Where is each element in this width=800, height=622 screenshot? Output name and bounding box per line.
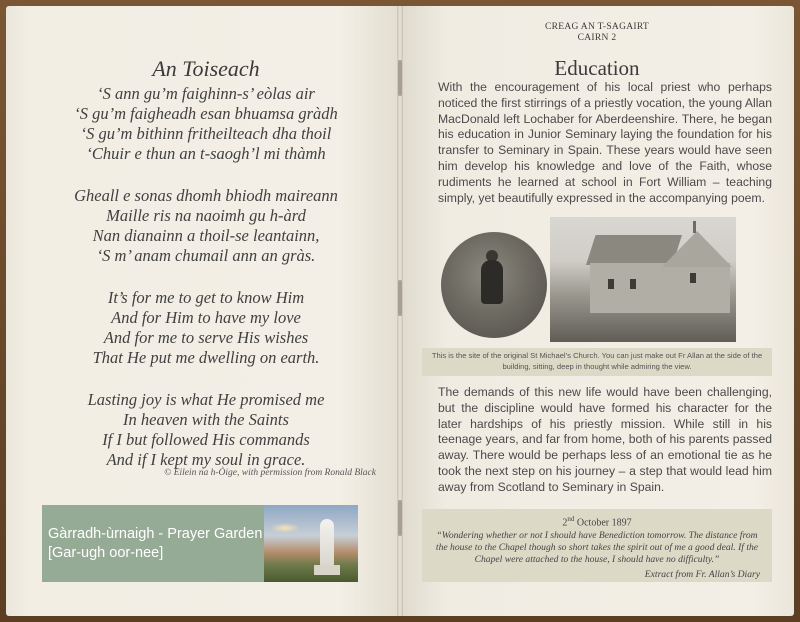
diary-date: [430, 513, 764, 529]
section-title: Education: [554, 56, 640, 80]
stanza: [26, 84, 386, 164]
location-header: [440, 22, 754, 44]
poem-line: If I but followed His commands: [102, 430, 310, 449]
binding-stitch: [398, 60, 402, 96]
date-day: 2: [562, 517, 568, 529]
binding-stitch: [398, 280, 402, 316]
poem-line: Gheall e sonas dhomh bhiodh maireann: [74, 186, 338, 205]
cairn-number: CAIRN 2: [577, 33, 617, 43]
garden-name: Gàrradh-ùrnaigh - Prayer Garden: [48, 526, 263, 542]
poem-credit: © Eilein na h-Òige, with permission from Ronald Black: [164, 468, 376, 478]
church-window: [630, 279, 636, 289]
poem-line: Maille ris na naoimh gu h-àrd: [106, 206, 306, 225]
stanza: [26, 186, 386, 266]
diary-source: Extract from Fr. Allan’s Diary: [644, 569, 760, 581]
diary-extract: [422, 509, 772, 582]
photo-caption: This is the site of the original St Michael’s Church. You can just make out Fr Allan at the side of the building, sitting, deep in thought while admiring the view.: [422, 348, 772, 376]
fr-allan-closeup-photo: [441, 232, 547, 338]
sunset-glow: [270, 523, 300, 533]
date-month-year: October 1897: [574, 517, 632, 529]
poem-line: It’s for me to get to know Him: [107, 288, 305, 307]
church-photo: [550, 217, 736, 342]
cross-icon: [693, 221, 696, 233]
poem-line: Nan dianainn a thoil-se leantainn,: [92, 226, 320, 245]
date-suffix: nd: [567, 515, 575, 523]
poem-line: ‘S ann gu’m faighinn-s’ eòlas air: [97, 84, 315, 103]
church-window: [608, 279, 614, 289]
poem-line: ‘S m’ anam chumail ann an gràs.: [96, 246, 316, 265]
poem-line: ‘S gu’m faigheadh esan bhuamsa gràdh: [74, 104, 338, 123]
education-paragraph-1: With the encouragement of his local priest who perhaps noticed the first stirrings of a priestly vocation, the young Allan MacDonald left Lochaber for Aberdeenshire. There, he began his education in Junior Seminary laying the foundation for his transfer to Seminary in Spain. These years would have seen him develop his knowledge and love of the Faith, whose rudiments he learned at school in Fort William – teaching simply, yet beautifully expressed in the accompanying poem.: [438, 80, 772, 205]
stanza: [26, 390, 386, 470]
church-roof: [586, 235, 682, 265]
prayer-garden-photo: [264, 505, 358, 582]
location-name: CREAG AN T-SAGAIRT: [544, 22, 650, 32]
statue-base: [314, 565, 340, 575]
poem-line: That He put me dwelling on earth.: [92, 348, 320, 367]
poem-body: [26, 84, 386, 492]
poem-line: ‘Chuir e thun an t-saogh’l mi thàmh: [86, 144, 326, 163]
prayer-garden-label: [42, 505, 264, 582]
church-window: [690, 273, 696, 283]
binding-stitch: [398, 500, 402, 536]
poem-line: ‘S gu’m bithinn fritheilteach dha thoil: [80, 124, 332, 143]
seated-figure: [481, 260, 503, 304]
poem-line: Lasting joy is what He promised me: [87, 390, 325, 409]
poem-line: And if I kept my soul in grace.: [106, 450, 306, 469]
right-page: [400, 6, 794, 616]
poem-line: And for me to serve His wishes: [103, 328, 309, 347]
poem-line: And for Him to have my love: [111, 308, 301, 327]
diary-quote: “Wondering whether or not I should have Benediction tomorrow. The distance from the house to the Chapel though so short takes the spirit out of me a good deal. If the Chapel were attached to the house, I should have no difficulty.”: [435, 530, 759, 566]
statue-figure: [320, 519, 334, 567]
garden-pronunciation: [Gar-ugh oor-nee]: [48, 545, 164, 561]
poem-line: In heaven with the Saints: [123, 410, 289, 429]
poem-title: An Toiseach: [152, 56, 260, 81]
left-page: [6, 6, 400, 616]
stanza: [26, 288, 386, 368]
education-paragraph-2: The demands of this new life would have been challenging, but the discipline would have formed his character for the later hardships of his priestly mission. While still in his teenage years, and far from home, both of his parents passed away. There would be perhaps less of an emotional tie as he took the next step on his journey – a step that would lead him away from Scotland to Seminary in Spain.: [438, 385, 772, 494]
